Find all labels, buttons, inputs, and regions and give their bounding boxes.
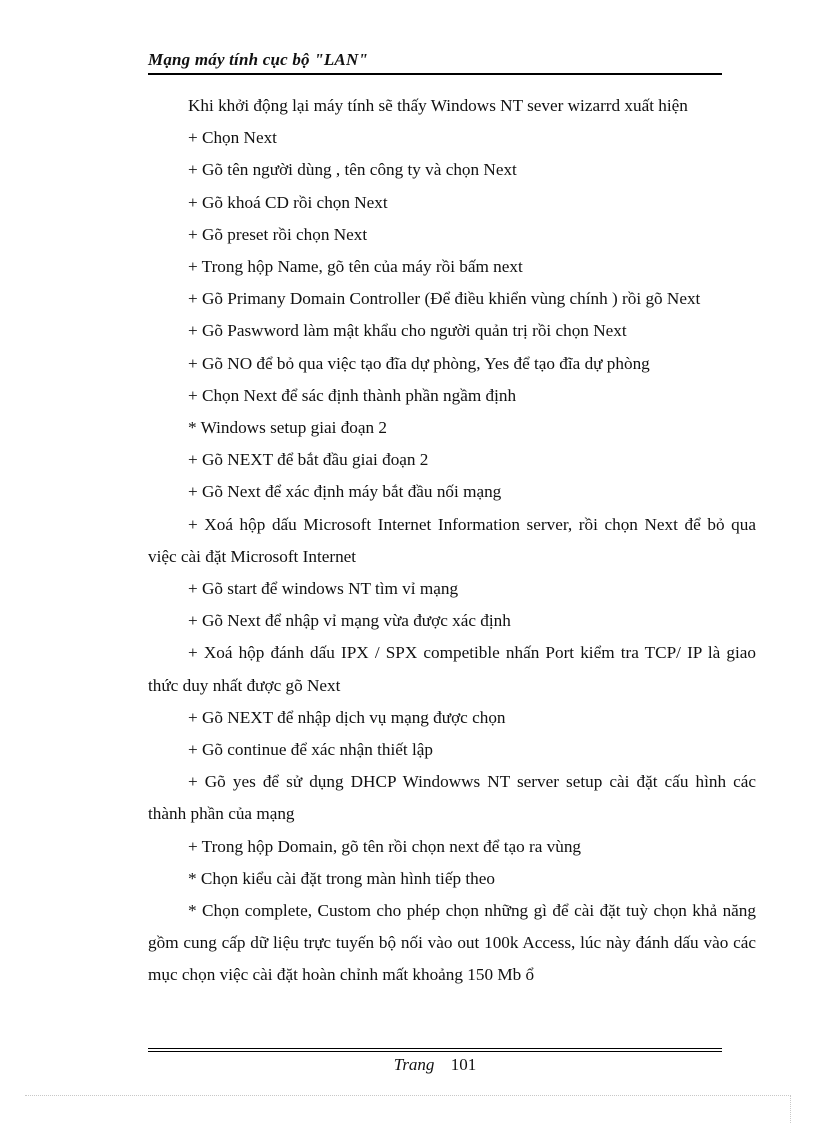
paragraph: * Windows setup giai đoạn 2 — [188, 418, 388, 438]
paragraph: * Chọn complete, Custom cho phép chọn những gì để cài đặt tuỳ chọn khả năng gồm cung cấp dữ liệu trực tuyến bộ nối vào out 100k Access, lúc này đánh dấu vào các mục chọn việc cài đặt hoàn chỉnh mất khoảng 150 Mb ổ — [148, 901, 756, 985]
document-body — [148, 90, 756, 992]
paragraph: + Xoá hộp dấu Microsoft Internet Information server, rồi chọn Next để bỏ qua việc cài đặt Microsoft Internet — [148, 514, 756, 566]
paragraph: + Gõ preset rồi chọn Next — [188, 224, 368, 244]
paragraph: + Gõ tên người dùng , tên công ty và chọn Next — [188, 160, 517, 180]
paragraph: + Gõ Paswword làm mật khẩu cho người quản trị rồi chọn Next — [188, 321, 627, 341]
paragraph: + Gõ NO để bỏ qua việc tạo đĩa dự phòng, Yes để tạo đĩa dự phòng — [188, 353, 650, 373]
page-header — [148, 50, 722, 75]
paragraph: + Trong hộp Name, gõ tên của máy rồi bấm next — [188, 257, 523, 277]
page-edge-guide — [25, 1095, 791, 1096]
footer-label: Trang — [393, 1055, 435, 1074]
paragraph: + Trong hộp Domain, gõ tên rồi chọn next để tạo ra vùng — [188, 836, 582, 856]
page-footer — [148, 1055, 722, 1075]
paragraph: + Gõ Primany Domain Controller (Để điều khiển vùng chính ) rồi gõ Next — [188, 289, 701, 309]
paragraph: + Chọn Next để sác định thành phần ngầm định — [188, 385, 517, 405]
paragraph: + Xoá hộp đánh dấu IPX / SPX competible nhấn Port kiểm tra TCP/ IP là giao thức duy nhất được gõ Next — [148, 643, 756, 695]
footer-rule-top — [148, 1048, 722, 1049]
footer-rule-bottom — [148, 1051, 722, 1052]
paragraph: * Chọn kiểu cài đặt trong màn hình tiếp theo — [188, 868, 495, 888]
paragraph: + Gõ continue để xác nhận thiết lập — [188, 740, 433, 760]
page-edge-guide-vertical — [790, 1095, 791, 1123]
page-number: 101 — [450, 1055, 477, 1074]
paragraph: + Gõ khoá CD rồi chọn Next — [188, 192, 388, 212]
paragraph: + Gõ start để windows NT tìm vỉ mạng — [188, 579, 459, 599]
header-title: Mạng máy tính cục bộ "LAN" — [148, 50, 369, 69]
paragraph: + Gõ Next để nhập vỉ mạng vừa được xác định — [188, 611, 511, 631]
paragraph: Khi khởi động lại máy tính sẽ thấy Windows NT sever wizarrd xuất hiện — [188, 96, 688, 115]
paragraph: + Chọn Next — [188, 128, 277, 148]
paragraph: + Gõ NEXT để nhập dịch vụ mạng được chọn — [188, 707, 506, 727]
paragraph: + Gõ Next để xác định máy bắt đầu nối mạng — [188, 482, 502, 502]
paragraph: + Gõ yes để sử dụng DHCP Windowws NT server setup cài đặt cấu hình các thành phần của mạng — [148, 772, 756, 824]
paragraph: + Gõ NEXT để bắt đầu giai đoạn 2 — [188, 450, 429, 470]
